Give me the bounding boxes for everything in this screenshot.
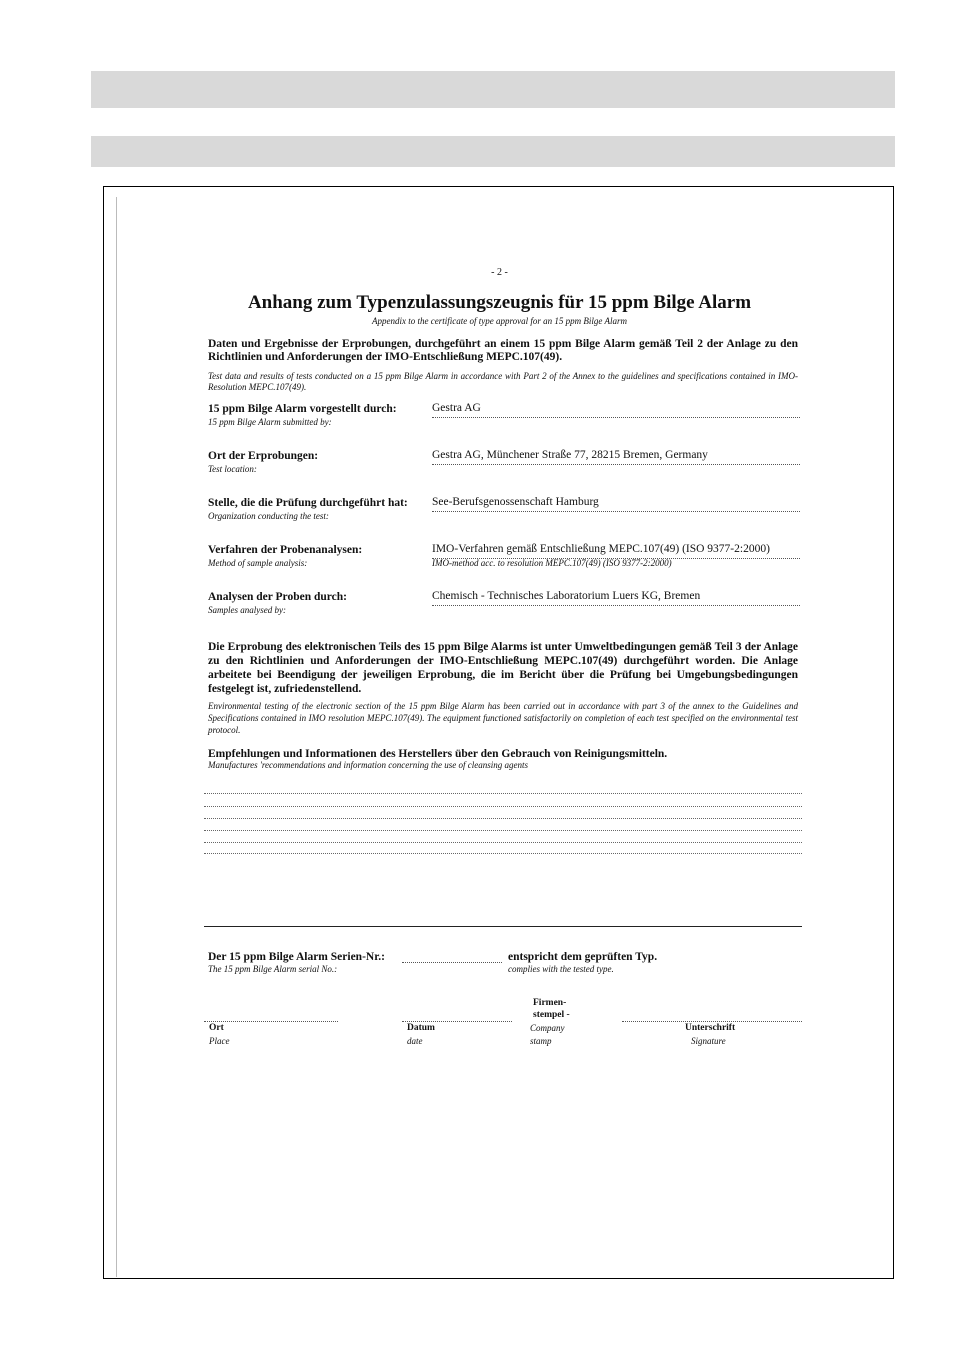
complies-en: complies with the tested type.: [508, 964, 614, 974]
place-label-en: Place: [209, 1036, 230, 1046]
blank-line: [204, 853, 802, 854]
serial-label-en: The 15 ppm Bilge Alarm serial No.:: [208, 964, 338, 974]
signature-line: [622, 1021, 802, 1022]
place-line: [204, 1021, 338, 1022]
subheader-bar: [91, 136, 895, 167]
recommendation-de: Empfehlungen und Informationen des Herstellers über den Gebrauch von Reinigungsmitteln.: [208, 748, 668, 760]
date-line: [402, 1021, 512, 1022]
stamp-label-de-1: Firmen-: [533, 998, 567, 1008]
date-label-en: date: [407, 1036, 423, 1046]
scan-edge: [116, 197, 117, 1277]
field-label-en-organization: Organization conducting the test:: [208, 511, 329, 521]
certificate-page: [103, 186, 894, 1279]
field-value-organization: See-Berufsgenossenschaft Hamburg: [432, 496, 800, 512]
field-value-analysed: Chemisch - Technisches Laboratorium Luers KG, Bremen: [432, 590, 800, 606]
stamp-label-en-2: stamp: [530, 1036, 552, 1046]
environmental-en: Environmental testing of the electronic section of the 15 ppm Bilge Alarm has been carried out in accordance with part 3 of the annex to the Guidelines and Specifications contained in IMO resolution MEPC.107(49). The equipment functioned satisfactorily on completion of each test specified on the environmental test protocol.: [208, 701, 798, 735]
header-bar: [91, 71, 895, 108]
blank-line: [204, 806, 802, 807]
field-label-submitted: 15 ppm Bilge Alarm vorgestellt durch:: [208, 403, 397, 415]
complies-de: entspricht dem geprüften Typ.: [508, 951, 658, 963]
separator-line: [204, 926, 802, 927]
blank-line: [204, 793, 802, 794]
signature-label-en: Signature: [691, 1036, 726, 1046]
recommendation-en: Manufactures 'recommendations and information concerning the use of cleansing agents: [208, 760, 528, 770]
blank-line: [204, 818, 802, 819]
serial-label-de: Der 15 ppm Bilge Alarm Serien-Nr.:: [208, 951, 385, 963]
page-number: - 2 -: [491, 267, 508, 278]
stamp-label-en-1: Company: [530, 1023, 565, 1033]
intro-de: Daten und Ergebnisse der Erprobungen, durchgeführt an einem 15 ppm Bilge Alarm gemäß Teil 2 der Anlage zu den Richtlinien und Anforderungen der IMO-Entschließung MEPC.107(49).: [208, 338, 798, 363]
field-label-method: Verfahren der Probenanalysen:: [208, 544, 363, 556]
serial-number-line: [402, 962, 502, 963]
page-subtitle: Appendix to the certificate of type approval for an 15 ppm Bilge Alarm: [372, 316, 627, 326]
environmental-de: Die Erprobung des elektronischen Teils des 15 ppm Bilge Alarms ist unter Umweltbedingungen gemäß Teil 3 der Anlage zu den Richtlinien und Anforderungen der IMO-Entschließung MEPC.107(49) durchgeführt worden. Die Anlage arbeitete bei Beendigung der jeweiligen Erprobung, die im Bericht über die Prüfung bei Umgebungsbedingungen festgelegt ist, zufriedenstellend.: [208, 641, 798, 695]
field-label-en-method: Method of sample analysis:: [208, 558, 308, 568]
date-label-de: Datum: [407, 1023, 435, 1033]
field-label-location: Ort der Erprobungen:: [208, 450, 319, 462]
field-label-analysed: Analysen der Proben durch:: [208, 591, 347, 603]
place-label-de: Ort: [209, 1023, 224, 1033]
page-title: Anhang zum Typenzulassungszeugnis für 15 ppm Bilge Alarm: [247, 292, 752, 313]
field-label-en-submitted: 15 ppm Bilge Alarm submitted by:: [208, 417, 332, 427]
field-value-method: IMO-Verfahren gemäß Entschließung MEPC.107(49) (ISO 9377-2:2000): [432, 543, 800, 559]
field-label-organization: Stelle, die die Prüfung durchgeführt hat:: [208, 497, 408, 509]
field-value-location: Gestra AG, Münchener Straße 77, 28215 Bremen, Germany: [432, 449, 800, 465]
field-value-submitted: Gestra AG: [432, 402, 800, 418]
stamp-label-de-2: stempel -: [533, 1010, 570, 1020]
blank-line: [204, 842, 802, 843]
field-label-en-analysed: Samples analysed by:: [208, 605, 286, 615]
blank-line: [204, 830, 802, 831]
intro-en: Test data and results of tests conducted on a 15 ppm Bilge Alarm in accordance with Part 2 of the Annex to the guidelines and specifications contained in IMO-Resolution MEPC.107(49).: [208, 371, 798, 392]
field-value-en-method: IMO-method acc. to resolution MEPC.107(49) (ISO 9377-2:2000): [432, 558, 672, 568]
field-label-en-location: Test location:: [208, 464, 257, 474]
signature-label-de: Unterschrift: [685, 1023, 736, 1033]
